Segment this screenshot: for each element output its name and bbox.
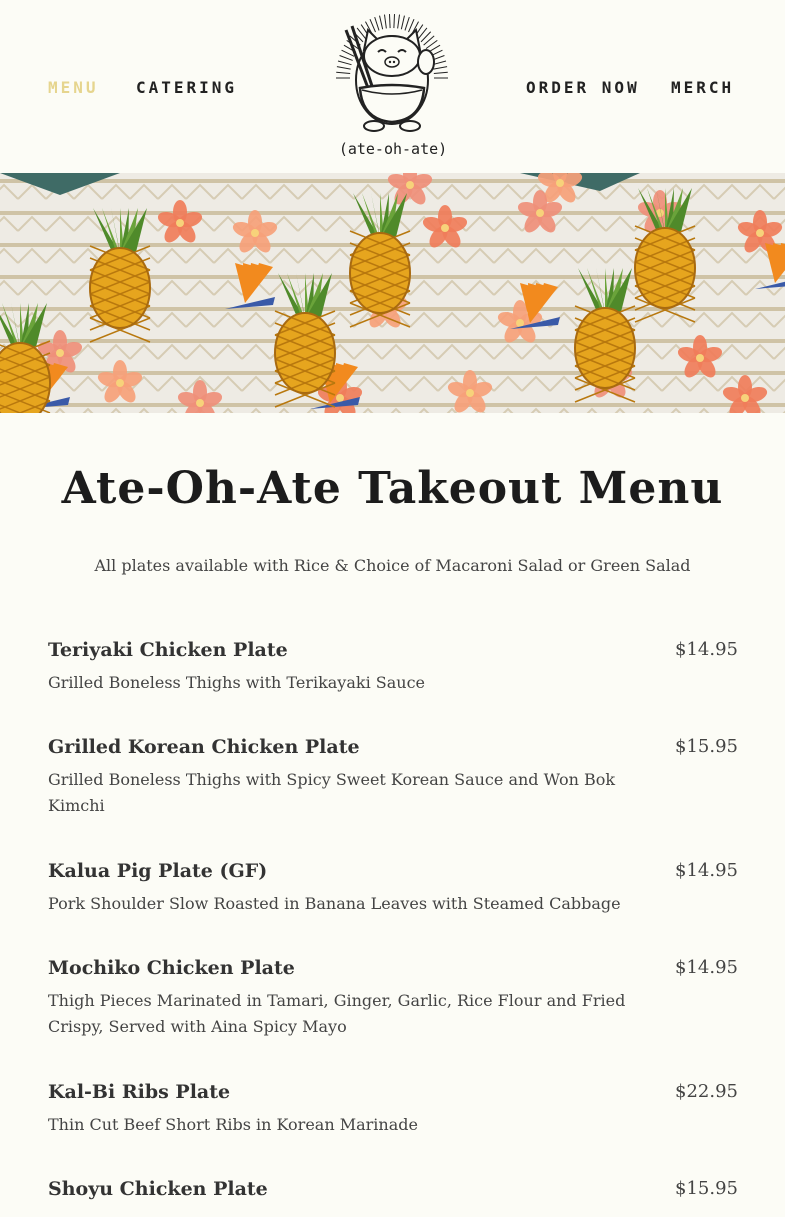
nav-merch-link[interactable]: MERCH <box>671 78 735 97</box>
menu-item-price: $15.95 <box>675 1178 738 1199</box>
logo-text: (ate-oh-ate) <box>338 140 448 158</box>
menu-item-name: Teriyaki Chicken Plate <box>48 639 288 661</box>
menu-item <box>48 1178 738 1209</box>
menu-item-description: Pork Shoulder Slow Roasted in Banana Leaves with Steamed Cabbage <box>48 894 621 913</box>
menu-item-price: $14.95 <box>675 860 738 881</box>
menu-item-description: Grilled Boneless Thighs with Terikayaki Sauce <box>48 673 426 692</box>
menu-item-price: $15.95 <box>675 736 738 757</box>
menu-item <box>48 736 738 819</box>
logo[interactable] <box>334 8 452 164</box>
menu-item-description: Thin Cut Beef Short Ribs in Korean Marinade <box>48 1115 418 1134</box>
page-title: Ate-Oh-Ate Takeout Menu <box>61 463 724 514</box>
menu-item-description: Grilled Boneless Thighs with Spicy Sweet Korean Sauce and Won Bok Kimchi <box>48 770 616 815</box>
menu-item <box>48 639 738 696</box>
nav-catering-link[interactable]: CATERING <box>136 78 238 97</box>
menu-item-price: $22.95 <box>675 1081 738 1102</box>
menu-item-price: $14.95 <box>675 639 738 660</box>
site-header <box>0 0 785 173</box>
nav-order-now-link[interactable]: ORDER NOW <box>526 78 640 97</box>
nav-menu-link[interactable]: MENU <box>48 78 99 97</box>
menu-item <box>48 1081 738 1138</box>
menu-item <box>48 957 738 1040</box>
menu-item-name: Kal-Bi Ribs Plate <box>48 1081 231 1103</box>
menu-subtitle: All plates available with Rice & Choice of Macaroni Salad or Green Salad <box>94 556 691 575</box>
menu-item-name: Kalua Pig Plate (GF) <box>48 860 268 882</box>
tropical-pineapple-pattern-icon <box>0 173 785 413</box>
lucky-cat-logo-icon <box>334 8 452 164</box>
menu-item-name: Grilled Korean Chicken Plate <box>48 736 360 758</box>
menu-item-name: Shoyu Chicken Plate <box>48 1178 268 1200</box>
hero-banner <box>0 173 785 413</box>
menu-item-name: Mochiko Chicken Plate <box>48 957 295 979</box>
menu-item-description: Thigh Pieces Marinated in Tamari, Ginger, Garlic, Rice Flour and Fried Crispy, Served with Aina Spicy Mayo <box>48 991 626 1036</box>
menu-item <box>48 860 738 917</box>
menu-item-price: $14.95 <box>675 957 738 978</box>
